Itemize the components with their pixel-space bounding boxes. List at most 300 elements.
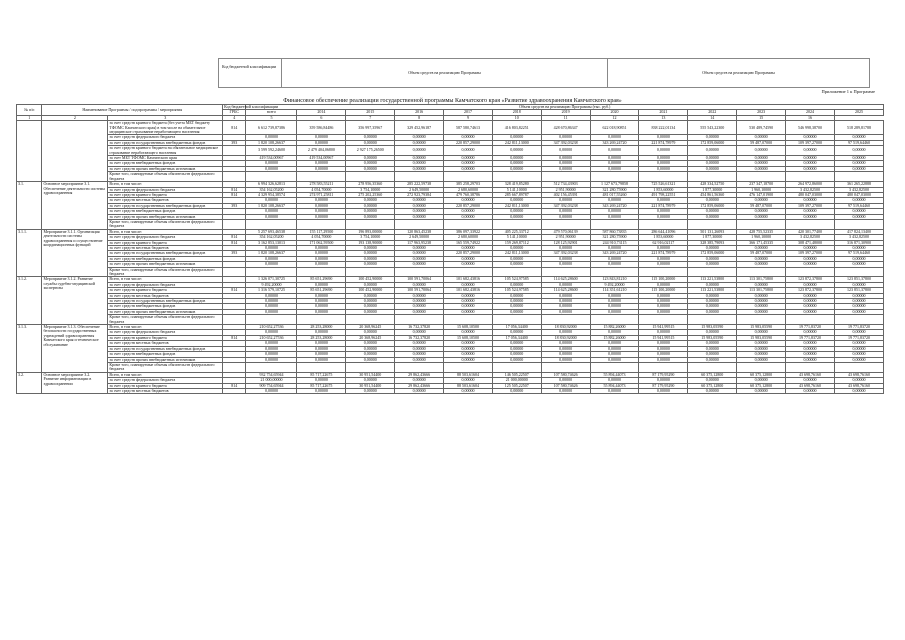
year-value: 171 062,59500 bbox=[297, 240, 346, 245]
year-value: 0,00000 bbox=[737, 341, 786, 346]
year-value: 0,00000 bbox=[688, 198, 737, 203]
year-value: 159 269,87112 bbox=[492, 240, 541, 245]
column-number: 13 bbox=[639, 115, 688, 120]
year-value: 0,00000 bbox=[786, 352, 835, 357]
funding-source: за счет средств местных бюджетов bbox=[108, 245, 223, 250]
year-value: 272 923,79384 bbox=[395, 192, 444, 197]
year-value: 0,00000 bbox=[444, 299, 493, 304]
total-value: 1 316 579,10725 bbox=[246, 288, 297, 293]
year-value: 0,00000 bbox=[834, 330, 883, 335]
year-value: 0,00000 bbox=[737, 357, 786, 362]
funding-source: за счет средств внебюджетных фондов bbox=[108, 161, 223, 166]
year-value: 0,00000 bbox=[444, 135, 493, 140]
col-header-total: всего bbox=[246, 110, 297, 115]
year-value: 359 586,84486 bbox=[297, 121, 346, 135]
year-value: 0,00000 bbox=[786, 161, 835, 166]
year-value: 0,00000 bbox=[639, 309, 688, 314]
year-value: 0,00000 bbox=[492, 256, 541, 261]
year-value: 347 392,03238 bbox=[541, 140, 590, 145]
year-value: 0,00000 bbox=[786, 282, 835, 287]
year-value: 2 951,90000 bbox=[541, 235, 590, 240]
total-value: 1 820 108,26637 bbox=[246, 251, 297, 256]
column-number: 12 bbox=[590, 115, 639, 120]
year-value: 62 916,02117 bbox=[639, 240, 688, 245]
year-value: 0,00000 bbox=[297, 282, 346, 287]
year-value: 402 156,45391 bbox=[541, 192, 590, 197]
year-value: 0,00000 bbox=[737, 293, 786, 298]
funding-source: за счет средств государственных внебюджетных фондов bbox=[108, 140, 223, 145]
year-value: 3 432,82500 bbox=[834, 235, 883, 240]
year-value: 0,00000 bbox=[346, 214, 395, 219]
year-value: 0,00000 bbox=[590, 330, 639, 335]
grbs-code bbox=[223, 172, 246, 182]
year-value: 101 682,43816 bbox=[444, 277, 493, 282]
year-value: 0,00000 bbox=[444, 357, 493, 362]
year-value: 15 608,10500 bbox=[444, 325, 493, 330]
year-value: 0,00000 bbox=[786, 166, 835, 171]
year-value: 0,00000 bbox=[395, 282, 444, 287]
year-value: 0,00000 bbox=[590, 245, 639, 250]
col-header-year: 2023 bbox=[737, 110, 786, 115]
year-value: 3 432,82500 bbox=[786, 235, 835, 240]
year-value: 0,00000 bbox=[346, 352, 395, 357]
year-value: 0,00000 bbox=[786, 299, 835, 304]
year-value: 87 179,95290 bbox=[639, 383, 688, 388]
funding-source: за счет средств местных бюджетов bbox=[108, 293, 223, 298]
year-value: 29 862,43666 bbox=[395, 383, 444, 388]
year-value: 0,00000 bbox=[834, 378, 883, 383]
col-header-year: 2021 bbox=[639, 110, 688, 115]
year-value: 0,00000 bbox=[639, 330, 688, 335]
year-value: 0,00000 bbox=[737, 299, 786, 304]
year-value: 113 221,53800 bbox=[688, 288, 737, 293]
total-value: 909 754,65944 bbox=[246, 383, 297, 388]
year-value bbox=[786, 362, 835, 372]
year-value: 60 375,12800 bbox=[688, 383, 737, 388]
year-value: 15 941,99515 bbox=[639, 325, 688, 330]
year-value: 0,00000 bbox=[346, 161, 395, 166]
year-value: 220 857,29000 bbox=[444, 251, 493, 256]
funding-source: за счет средств внебюджетных фондов bbox=[108, 209, 223, 214]
year-value: 0,00000 bbox=[590, 198, 639, 203]
year-value: 0,00000 bbox=[541, 378, 590, 383]
year-value: 0,00000 bbox=[346, 293, 395, 298]
year-value bbox=[590, 219, 639, 229]
year-value: 123 872,37800 bbox=[786, 277, 835, 282]
funding-source: за счет МБТ ТФОМС Камчатского края bbox=[108, 156, 223, 161]
year-value: 0,00000 bbox=[297, 251, 346, 256]
year-value: 15 983,05590 bbox=[737, 335, 786, 340]
year-value: 0,00000 bbox=[346, 245, 395, 250]
year-value: 328 385,79093 bbox=[688, 240, 737, 245]
funding-source: за счет средств федерального бюджета bbox=[108, 330, 223, 335]
year-value: 0,00000 bbox=[297, 262, 346, 267]
funding-source: за счет средств внебюджетных фондов bbox=[108, 352, 223, 357]
year-value: 0,00000 bbox=[834, 156, 883, 161]
year-value: 285 667,89787 bbox=[492, 192, 541, 197]
year-value: 285 222,59738 bbox=[395, 182, 444, 187]
year-value: 0,00000 bbox=[395, 304, 444, 309]
funding-source: Всего, в том числе: bbox=[108, 325, 223, 330]
year-value: 5 141,10000 bbox=[492, 235, 541, 240]
total-value: 0,00000 bbox=[246, 299, 297, 304]
year-value: 29 862,43666 bbox=[395, 372, 444, 377]
year-value: 60 375,12800 bbox=[737, 372, 786, 377]
year-value: 97 519,64460 bbox=[834, 251, 883, 256]
year-value: 386 097,33922 bbox=[444, 229, 493, 234]
year-value: 0,00000 bbox=[737, 256, 786, 261]
year-value: 420 301,77400 bbox=[786, 229, 835, 234]
year-value: 0,00000 bbox=[297, 214, 346, 219]
year-value: 0,00000 bbox=[492, 214, 541, 219]
col-header-year: 2025 bbox=[834, 110, 883, 115]
year-value: 0,00000 bbox=[492, 299, 541, 304]
year-value: 0,00000 bbox=[590, 299, 639, 304]
year-value: 0,00000 bbox=[786, 341, 835, 346]
year-value: 0,00000 bbox=[834, 346, 883, 351]
year-value: 0,00000 bbox=[590, 166, 639, 171]
funding-source: за счет средств внебюджетных фондов bbox=[108, 304, 223, 309]
year-value: 0,00000 bbox=[639, 352, 688, 357]
year-value: 0,00000 bbox=[297, 135, 346, 140]
year-value: 0,00000 bbox=[590, 378, 639, 383]
year-value: 0,00000 bbox=[346, 256, 395, 261]
year-value: 105 524,97585 bbox=[492, 277, 541, 282]
year-value: 343 269,24720 bbox=[590, 203, 639, 208]
year-value: 0,00000 bbox=[688, 341, 737, 346]
year-value: 0,00000 bbox=[492, 309, 541, 314]
funding-source: за счет средств государственных внебюджетных фондов bbox=[108, 299, 223, 304]
year-value: 20 368,96245 bbox=[346, 325, 395, 330]
year-value: 0,00000 bbox=[834, 282, 883, 287]
funding-source: за счет средств прочих внебюджетных источников bbox=[108, 262, 223, 267]
year-value: 454 861,56360 bbox=[688, 192, 737, 197]
year-value: 88 503,61604 bbox=[444, 383, 493, 388]
year-value: 4 054,70000 bbox=[297, 187, 346, 192]
year-value: 0,00000 bbox=[786, 214, 835, 219]
year-value: 193 138,90000 bbox=[346, 240, 395, 245]
year-value: 0,00000 bbox=[786, 378, 835, 383]
year-value: 0,00000 bbox=[297, 245, 346, 250]
year-value: 329 452,96187 bbox=[395, 121, 444, 135]
year-value: 3 432,82500 bbox=[786, 187, 835, 192]
year-value: 19 771,83720 bbox=[834, 335, 883, 340]
year-value: 117 963,95238 bbox=[395, 240, 444, 245]
year-value: 0,00000 bbox=[786, 209, 835, 214]
year-value: 0,00000 bbox=[444, 388, 493, 393]
funding-source: за счет средств федерального бюджета bbox=[108, 235, 223, 240]
year-value: 0,00000 bbox=[346, 330, 395, 335]
year-value: 0,00000 bbox=[737, 282, 786, 287]
funding-source: за счет средств прочих внебюджетных источников bbox=[108, 357, 223, 362]
year-value: 220 857,29000 bbox=[444, 140, 493, 145]
year-value: 0,00000 bbox=[590, 262, 639, 267]
year-value: 2 649,50000 bbox=[395, 235, 444, 240]
total-value: 1 820 108,26637 bbox=[246, 203, 297, 208]
grbs-code bbox=[223, 388, 246, 393]
year-value: 0,00000 bbox=[834, 166, 883, 171]
year-value: 100 452,90000 bbox=[346, 288, 395, 293]
year-value: 3 432,82500 bbox=[834, 187, 883, 192]
year-value: 0,00000 bbox=[834, 352, 883, 357]
year-value: 0,00000 bbox=[492, 352, 541, 357]
financing-table bbox=[16, 104, 884, 394]
year-value: 0,00000 bbox=[639, 299, 688, 304]
header-strip bbox=[218, 58, 870, 88]
year-value: 0,00000 bbox=[834, 357, 883, 362]
col-header-year: 2015 bbox=[346, 110, 395, 115]
year-value: 0,00000 bbox=[834, 388, 883, 393]
year-value bbox=[492, 362, 541, 372]
grbs-code: 393 bbox=[223, 251, 246, 256]
funding-source: за счет средств прочих внебюджетных источников bbox=[108, 309, 223, 314]
appendix-label: Приложение 1 к Программе bbox=[821, 89, 875, 94]
year-value: 0,00000 bbox=[346, 203, 395, 208]
year-value: 0,00000 bbox=[395, 156, 444, 161]
year-value: 125 505,22507 bbox=[492, 383, 541, 388]
year-value: 0,00000 bbox=[346, 299, 395, 304]
year-value: 0,00000 bbox=[834, 299, 883, 304]
year-value bbox=[297, 219, 346, 229]
year-value: 0,00000 bbox=[395, 299, 444, 304]
year-value: 0,00000 bbox=[297, 198, 346, 203]
grbs-code: 814 bbox=[223, 383, 246, 388]
year-value: 4 054,70000 bbox=[297, 235, 346, 240]
year-value: 88 503,61604 bbox=[444, 372, 493, 377]
year-value: 0,00000 bbox=[688, 214, 737, 219]
year-value: 0,00000 bbox=[786, 146, 835, 156]
year-value: 0,00000 bbox=[590, 146, 639, 156]
year-value: 0,00000 bbox=[492, 135, 541, 140]
year-value bbox=[786, 219, 835, 229]
year-value: 85 717,22675 bbox=[297, 372, 346, 377]
year-value: 0,00000 bbox=[688, 293, 737, 298]
year-value: 0,00000 bbox=[395, 378, 444, 383]
col-header-year: 2024 bbox=[786, 110, 835, 115]
grbs-code: 814 bbox=[223, 121, 246, 135]
grbs-code bbox=[223, 315, 246, 325]
col-header-volume: Объем средств на реализацию Программы (тыс. руб.) bbox=[246, 105, 884, 110]
year-value: 725 526,61321 bbox=[639, 182, 688, 187]
year-value: 0,00000 bbox=[590, 304, 639, 309]
year-value: 17 056,34400 bbox=[492, 325, 541, 330]
year-value: 0,00000 bbox=[541, 293, 590, 298]
total-value: 4 329 954,38574 bbox=[246, 192, 297, 197]
year-value: 0,00000 bbox=[639, 282, 688, 287]
funding-source: Кроме того, планируемые объемы обязательств федерального бюджета bbox=[108, 219, 223, 229]
year-value: 0,00000 bbox=[639, 346, 688, 351]
year-value: 0,00000 bbox=[688, 156, 737, 161]
year-value: 0,00000 bbox=[492, 161, 541, 166]
year-value: 0,00000 bbox=[639, 198, 688, 203]
year-value: 0,00000 bbox=[395, 388, 444, 393]
year-value: 221 874,78979 bbox=[639, 251, 688, 256]
funding-source: за счет средств краевого бюджета (без учета МБТ бюджету ТФОМС Камчатского края) в том числе на обязательное медицинское страхование неработающего населения bbox=[108, 121, 223, 135]
year-value: 278 583,55211 bbox=[297, 182, 346, 187]
funding-source: за счет средств местных бюджетов bbox=[108, 341, 223, 346]
year-value: 0,00000 bbox=[541, 346, 590, 351]
year-value: 28 253,28000 bbox=[297, 335, 346, 340]
year-value: 0,00000 bbox=[297, 161, 346, 166]
year-value: 20 368,96245 bbox=[346, 335, 395, 340]
year-value: 0,00000 bbox=[541, 330, 590, 335]
total-value: 0,00000 bbox=[246, 388, 297, 393]
year-value: 0,00000 bbox=[639, 256, 688, 261]
year-value: 0,00000 bbox=[688, 388, 737, 393]
header-strip-volume-2: Объем средств на реализацию Программы bbox=[702, 70, 775, 75]
year-value: 0,00000 bbox=[688, 378, 737, 383]
year-value: 5 141,10000 bbox=[492, 187, 541, 192]
col-header-name: Наименование Программы / подпрограммы / мероприятия bbox=[42, 105, 223, 116]
year-value: 0,00000 bbox=[786, 346, 835, 351]
measure-name bbox=[42, 121, 108, 182]
year-value bbox=[834, 219, 883, 229]
year-value: 0,00000 bbox=[688, 357, 737, 362]
year-value: 30 951,54400 bbox=[346, 383, 395, 388]
year-value: 113 221,53800 bbox=[688, 277, 737, 282]
year-value: 0,00000 bbox=[395, 161, 444, 166]
year-value: 0,00000 bbox=[590, 346, 639, 351]
year-value: 15 983,05590 bbox=[688, 335, 737, 340]
year-value: 120 863,45238 bbox=[395, 229, 444, 234]
total-value: 0,00000 bbox=[246, 209, 297, 214]
grbs-code: 393 bbox=[223, 203, 246, 208]
year-value: 308 471,48000 bbox=[786, 240, 835, 245]
year-value: 0,00000 bbox=[444, 378, 493, 383]
measure-name: Мероприятие 3.1.2. Развитие службы судебно-медицинской экспертизы bbox=[42, 277, 108, 325]
year-value: 16 732,37820 bbox=[395, 335, 444, 340]
year-value: 0,00000 bbox=[834, 198, 883, 203]
year-value: 109 397,27000 bbox=[786, 140, 835, 145]
year-value bbox=[346, 219, 395, 229]
year-value: 0,00000 bbox=[786, 304, 835, 309]
funding-source: за счет средств прочих внебюджетных источников bbox=[108, 166, 223, 171]
year-value: 172 859,06000 bbox=[688, 203, 737, 208]
year-value: 109 397,27000 bbox=[786, 251, 835, 256]
year-value: 3 754,10000 bbox=[346, 187, 395, 192]
year-value: 0,00000 bbox=[346, 135, 395, 140]
year-value: 0,00000 bbox=[737, 161, 786, 166]
year-value: 0,00000 bbox=[737, 166, 786, 171]
grbs-code bbox=[223, 219, 246, 229]
year-value: 0,00000 bbox=[737, 346, 786, 351]
year-value: 0,00000 bbox=[444, 282, 493, 287]
year-value: 343 269,24720 bbox=[590, 140, 639, 145]
column-number: 2 bbox=[42, 115, 108, 120]
row-number: 3.2. bbox=[17, 372, 42, 394]
year-value: 480 047,03000 bbox=[786, 192, 835, 197]
year-value: 0,00000 bbox=[297, 293, 346, 298]
year-value: 0,00000 bbox=[492, 262, 541, 267]
year-value: 0,00000 bbox=[639, 166, 688, 171]
year-value: 0,00000 bbox=[346, 262, 395, 267]
year-value: 2 680,60000 bbox=[444, 187, 493, 192]
year-value: 0,00000 bbox=[492, 245, 541, 250]
year-value: 0,00000 bbox=[297, 352, 346, 357]
year-value: 2 951,90000 bbox=[541, 187, 590, 192]
col-header-year: 2022 bbox=[688, 110, 737, 115]
year-value: 0,00000 bbox=[297, 299, 346, 304]
funding-source: за счет средств краевого бюджета bbox=[108, 240, 223, 245]
year-value: 264 972,86000 bbox=[786, 182, 835, 187]
year-value: 0,00000 bbox=[639, 293, 688, 298]
header-strip-volume-1: Объем средств на реализацию Программы bbox=[282, 59, 608, 87]
year-value: 0,00000 bbox=[297, 346, 346, 351]
year-value: 0,00000 bbox=[444, 198, 493, 203]
year-value: 172 859,06000 bbox=[688, 251, 737, 256]
year-value: 321 280,75900 bbox=[590, 235, 639, 240]
header-strip-code-label: Код бюджетной классификации bbox=[219, 59, 282, 87]
year-value: 0,00000 bbox=[786, 388, 835, 393]
year-value: 361 265,22888 bbox=[834, 182, 883, 187]
year-value: 1 853,60000 bbox=[639, 187, 688, 192]
year-value: 2 649,50000 bbox=[395, 187, 444, 192]
year-value: 1 877,30000 bbox=[688, 187, 737, 192]
year-value: 0,00000 bbox=[395, 198, 444, 203]
year-value: 43 698,76160 bbox=[834, 372, 883, 377]
year-value: 0,00000 bbox=[444, 309, 493, 314]
total-value: 0,00000 bbox=[246, 309, 297, 314]
year-value: 237 347,18700 bbox=[737, 182, 786, 187]
year-value: 0,00000 bbox=[395, 346, 444, 351]
year-value: 0,00000 bbox=[346, 251, 395, 256]
year-value: 17 056,34400 bbox=[492, 335, 541, 340]
year-value: 0,00000 bbox=[590, 209, 639, 214]
year-value: 0,00000 bbox=[395, 262, 444, 267]
year-value: 19 771,83720 bbox=[834, 325, 883, 330]
total-value: 9 492,20000 bbox=[246, 282, 297, 287]
col-header-no: № п/п bbox=[17, 105, 42, 116]
year-value: 0,00000 bbox=[395, 146, 444, 156]
year-value: 109 397,27000 bbox=[786, 203, 835, 208]
year-value: 0,00000 bbox=[639, 262, 688, 267]
year-value: 0,00000 bbox=[297, 388, 346, 393]
total-value: 1 326 071,30725 bbox=[246, 277, 297, 282]
year-value: 275 202,25360 bbox=[346, 192, 395, 197]
row-number: 3.1. bbox=[17, 182, 42, 230]
year-value: 0,00000 bbox=[444, 304, 493, 309]
year-value: 274 971,25811 bbox=[297, 192, 346, 197]
year-value bbox=[541, 362, 590, 372]
total-value: 0,00000 bbox=[246, 341, 297, 346]
year-value: 15 882,26000 bbox=[590, 325, 639, 330]
col-header-year: 2016 bbox=[395, 110, 444, 115]
year-value: 0,00000 bbox=[590, 156, 639, 161]
year-value: 0,00000 bbox=[395, 166, 444, 171]
table-row bbox=[17, 388, 884, 393]
year-value: 0,00000 bbox=[395, 256, 444, 261]
year-value: 0,00000 bbox=[395, 341, 444, 346]
year-value: 0,00000 bbox=[737, 135, 786, 140]
funding-source: за счет средств краевого бюджета bbox=[108, 383, 223, 388]
year-value bbox=[590, 362, 639, 372]
year-value: 0,00000 bbox=[346, 209, 395, 214]
total-value bbox=[246, 362, 297, 372]
year-value: 0,00000 bbox=[492, 293, 541, 298]
year-value: 114 625,28600 bbox=[541, 277, 590, 282]
year-value: 100 591,70064 bbox=[395, 288, 444, 293]
year-value: 0,00000 bbox=[786, 357, 835, 362]
year-value: 0,00000 bbox=[688, 299, 737, 304]
year-value: 419 534,00967 bbox=[297, 156, 346, 161]
year-value bbox=[492, 219, 541, 229]
year-value: 0,00000 bbox=[541, 357, 590, 362]
year-value: 0,00000 bbox=[444, 245, 493, 250]
funding-source: Всего, в том числе: bbox=[108, 372, 223, 377]
column-number: 9 bbox=[444, 115, 493, 120]
total-value: 3 599 592,24600 bbox=[246, 146, 297, 156]
year-value: 0,00000 bbox=[297, 378, 346, 383]
